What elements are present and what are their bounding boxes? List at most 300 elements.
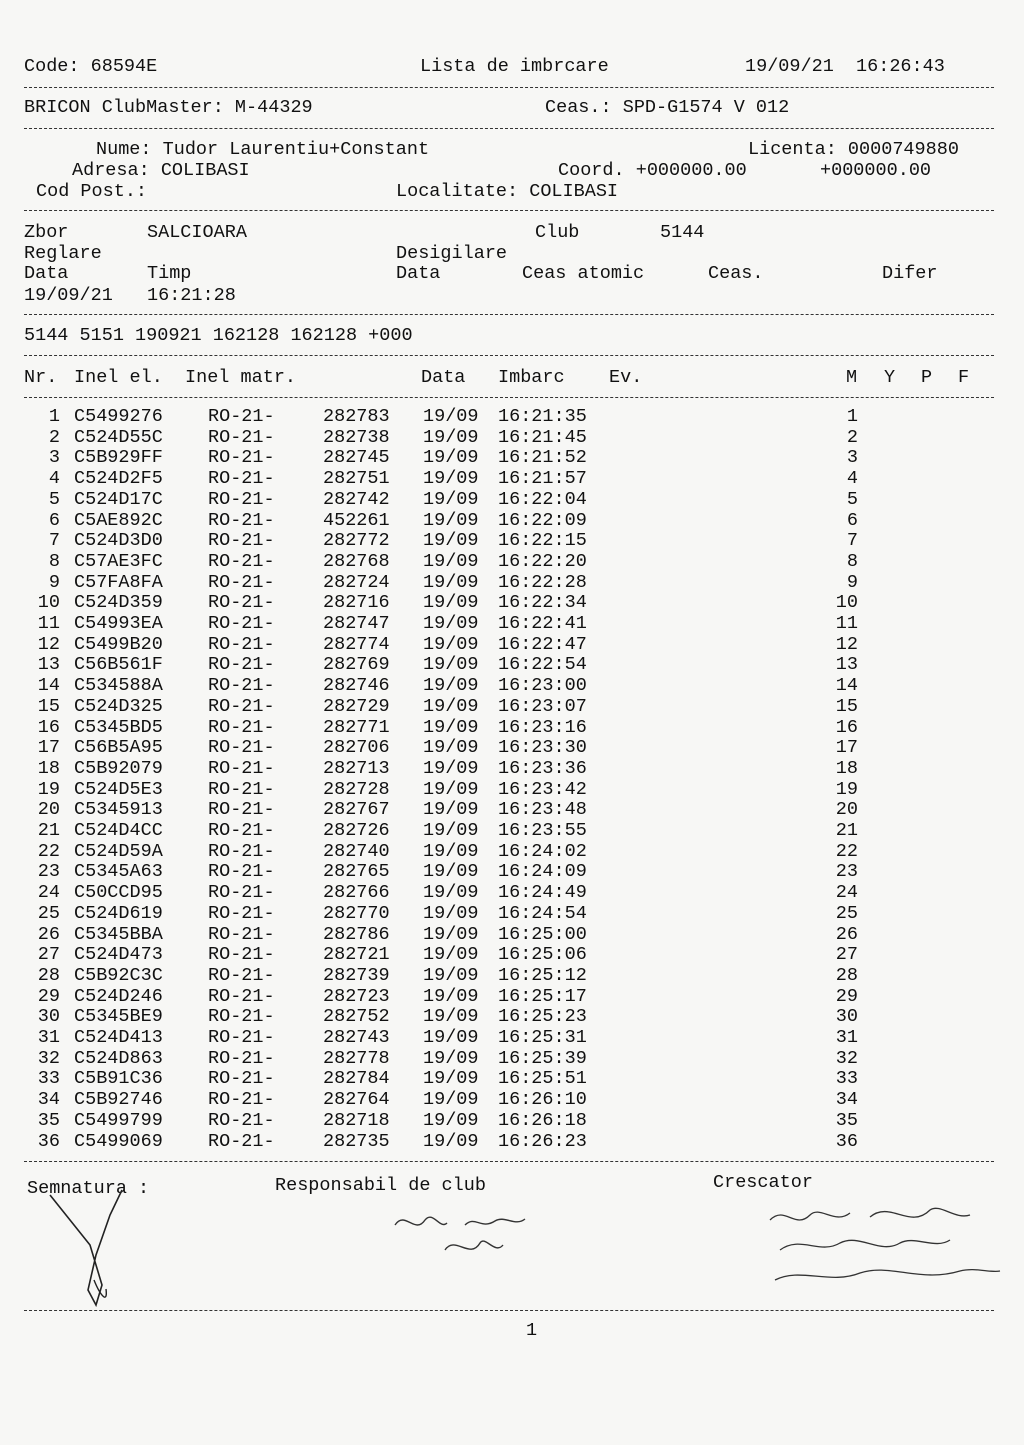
cell-ring-prefix: RO-21- <box>208 406 275 427</box>
cell-ring-number: 282772 <box>323 530 390 552</box>
cell-ring-number: 282765 <box>323 861 390 883</box>
cell-ring-number: 282738 <box>323 426 390 448</box>
cell-nr: 23 <box>37 861 60 883</box>
cell-m: 11 <box>835 613 858 634</box>
cell-m: 36 <box>835 1130 858 1152</box>
cell-electronic-ring: C524D55C <box>74 426 163 448</box>
cell-electronic-ring: C5345A63 <box>74 861 163 883</box>
owner-coord-1: Coord. +000000.00 <box>558 160 747 181</box>
data-label: Data <box>24 263 69 284</box>
cell-nr: 18 <box>37 757 60 779</box>
cell-ring-prefix: RO-21- <box>208 778 275 800</box>
cell-electronic-ring: C524D59A <box>74 840 163 862</box>
cell-ring-prefix: RO-21- <box>208 840 275 862</box>
cell-date: 19/09 <box>423 592 479 614</box>
cell-ring-number: 282751 <box>323 468 390 490</box>
cell-electronic-ring: C5B92746 <box>74 1089 163 1111</box>
cell-basketing-time: 16:24:09 <box>498 861 587 883</box>
cell-nr: 28 <box>37 964 60 986</box>
cell-basketing-time: 16:21:52 <box>498 447 587 469</box>
separator <box>24 87 994 88</box>
cell-electronic-ring: C524D5E3 <box>74 778 163 800</box>
cell-ring-number: 282728 <box>323 778 390 800</box>
cell-ring-prefix: RO-21- <box>208 1130 275 1152</box>
cell-ring-number: 282784 <box>323 1068 390 1090</box>
cell-m: 28 <box>835 964 858 986</box>
cell-basketing-time: 16:25:39 <box>498 1047 587 1069</box>
difference-label: Difer <box>882 263 938 284</box>
cell-m: 22 <box>835 840 858 862</box>
cell-electronic-ring: C524D3D0 <box>74 530 163 552</box>
cell-electronic-ring: C5345BE9 <box>74 1006 163 1028</box>
club-responsible-label: Responsabil de club <box>275 1175 486 1196</box>
cell-m: 1 <box>846 406 858 427</box>
cell-basketing-time: 16:22:34 <box>498 592 587 614</box>
cell-basketing-time: 16:23:55 <box>498 820 587 841</box>
separator <box>24 1161 994 1162</box>
cell-date: 19/09 <box>423 1089 479 1111</box>
cell-ring-number: 282724 <box>323 571 390 593</box>
owner-postal-code: Cod Post.: <box>36 181 148 202</box>
cell-basketing-time: 16:23:42 <box>498 778 587 800</box>
cell-basketing-time: 16:25:51 <box>498 1068 587 1090</box>
cell-ring-number: 282743 <box>323 1027 390 1048</box>
cell-nr: 32 <box>37 1047 60 1069</box>
cell-date: 19/09 <box>423 695 479 717</box>
cell-date: 19/09 <box>423 447 479 469</box>
cell-m: 14 <box>835 675 858 697</box>
cell-electronic-ring: C5499799 <box>74 1109 163 1131</box>
cell-nr: 8 <box>48 550 60 572</box>
cell-date: 19/09 <box>423 757 479 779</box>
cell-ring-prefix: RO-21- <box>208 447 275 469</box>
cell-date: 19/09 <box>423 571 479 593</box>
cell-ring-number: 282778 <box>323 1047 390 1069</box>
cell-basketing-time: 16:24:02 <box>498 840 587 862</box>
cell-ring-prefix: RO-21- <box>208 985 275 1007</box>
cell-nr: 2 <box>48 426 60 448</box>
signature-club-responsible <box>385 1205 555 1275</box>
cell-ring-number: 282752 <box>323 1006 390 1028</box>
signature-label: Semnatura : <box>27 1178 150 1199</box>
cell-ring-prefix: RO-21- <box>208 820 275 841</box>
cell-nr: 31 <box>37 1027 60 1048</box>
clock-label: Ceas. <box>708 263 764 284</box>
cell-date: 19/09 <box>423 654 479 676</box>
cell-electronic-ring: C5B929FF <box>74 447 163 469</box>
cell-nr: 30 <box>37 1006 60 1028</box>
flight-name: SALCIOARA <box>147 222 247 243</box>
cell-basketing-time: 16:22:54 <box>498 654 587 676</box>
cell-basketing-time: 16:24:54 <box>498 902 587 924</box>
cell-ring-number: 282747 <box>323 613 390 634</box>
cell-date: 19/09 <box>423 406 479 427</box>
separator <box>24 314 994 315</box>
cell-basketing-time: 16:22:15 <box>498 530 587 552</box>
col-header-m: M <box>846 367 858 388</box>
separator <box>24 210 994 211</box>
cell-basketing-time: 16:24:49 <box>498 882 587 904</box>
cell-m: 16 <box>835 716 858 738</box>
cell-ring-number: 452261 <box>323 509 390 531</box>
owner-license: Licenta: 0000749880 <box>748 139 959 160</box>
clock-id: Ceas.: SPD-G1574 V 012 <box>545 97 790 118</box>
cell-ring-prefix: RO-21- <box>208 488 275 510</box>
cell-basketing-time: 16:22:28 <box>498 571 587 593</box>
cell-m: 33 <box>835 1068 858 1090</box>
cell-ring-number: 282735 <box>323 1130 390 1152</box>
cell-date: 19/09 <box>423 861 479 883</box>
cell-ring-number: 282767 <box>323 799 390 821</box>
cell-electronic-ring: C56B561F <box>74 654 163 676</box>
cell-basketing-time: 16:22:04 <box>498 488 587 510</box>
cell-nr: 22 <box>37 840 60 862</box>
cell-date: 19/09 <box>423 882 479 904</box>
cell-basketing-time: 16:23:07 <box>498 695 587 717</box>
cell-ring-prefix: RO-21- <box>208 1109 275 1131</box>
cell-date: 19/09 <box>423 944 479 966</box>
cell-nr: 24 <box>37 882 60 904</box>
cell-nr: 1 <box>48 406 60 427</box>
cell-ring-number: 282783 <box>323 406 390 427</box>
cell-date: 19/09 <box>423 1006 479 1028</box>
cell-ring-number: 282713 <box>323 757 390 779</box>
cell-date: 19/09 <box>423 675 479 697</box>
clubmaster-id: BRICON ClubMaster: M-44329 <box>24 97 313 118</box>
cell-m: 26 <box>835 923 858 945</box>
cell-basketing-time: 16:25:23 <box>498 1006 587 1028</box>
cell-ring-prefix: RO-21- <box>208 1068 275 1090</box>
cell-ring-number: 282740 <box>323 840 390 862</box>
cell-ring-number: 282706 <box>323 737 390 759</box>
cell-basketing-time: 16:25:00 <box>498 923 587 945</box>
cell-ring-number: 282745 <box>323 447 390 469</box>
breeder-label: Crescator <box>713 1172 813 1193</box>
cell-ring-prefix: RO-21- <box>208 468 275 490</box>
cell-basketing-time: 16:25:06 <box>498 944 587 966</box>
cell-electronic-ring: C5B91C36 <box>74 1068 163 1090</box>
col-header-y: Y <box>884 367 896 388</box>
cell-date: 19/09 <box>423 488 479 510</box>
cell-date: 19/09 <box>423 633 479 655</box>
cell-electronic-ring: C57FA8FA <box>74 571 163 593</box>
cell-basketing-time: 16:22:09 <box>498 509 587 531</box>
cell-nr: 34 <box>37 1089 60 1111</box>
cell-ring-number: 282723 <box>323 985 390 1007</box>
cell-m: 13 <box>835 654 858 676</box>
document-code: Code: 68594E <box>24 56 158 77</box>
owner-name: Nume: Tudor Laurentiu+Constant <box>96 139 430 160</box>
cell-m: 10 <box>835 592 858 614</box>
cell-electronic-ring: C534588A <box>74 675 163 697</box>
cell-m: 24 <box>835 882 858 904</box>
cell-electronic-ring: C524D473 <box>74 944 163 966</box>
data-label-2: Data <box>396 263 441 284</box>
cell-nr: 14 <box>37 675 60 697</box>
cell-electronic-ring: C524D246 <box>74 985 163 1007</box>
col-header-inel-matr: Inel matr. <box>185 367 297 388</box>
cell-date: 19/09 <box>423 509 479 531</box>
cell-ring-number: 282739 <box>323 964 390 986</box>
cell-m: 21 <box>835 820 858 841</box>
cell-basketing-time: 16:21:35 <box>498 406 587 427</box>
cell-nr: 12 <box>37 633 60 655</box>
cell-m: 8 <box>846 550 858 572</box>
cell-date: 19/09 <box>423 716 479 738</box>
owner-locality: Localitate: COLIBASI <box>396 181 619 202</box>
cell-ring-prefix: RO-21- <box>208 426 275 448</box>
cell-nr: 10 <box>37 592 60 614</box>
atomic-clock-label: Ceas atomic <box>522 263 645 284</box>
cell-ring-prefix: RO-21- <box>208 530 275 552</box>
cell-basketing-time: 16:23:36 <box>498 757 587 779</box>
cell-nr: 29 <box>37 985 60 1007</box>
cell-nr: 19 <box>37 778 60 800</box>
cell-basketing-time: 16:22:20 <box>498 550 587 572</box>
cell-electronic-ring: C5AE892C <box>74 509 163 531</box>
col-header-p: P <box>921 367 933 388</box>
cell-ring-number: 282786 <box>323 923 390 945</box>
cell-date: 19/09 <box>423 923 479 945</box>
cell-date: 19/09 <box>423 902 479 924</box>
cell-electronic-ring: C5499276 <box>74 406 163 427</box>
cell-ring-number: 282726 <box>323 820 390 841</box>
cell-ring-number: 282768 <box>323 550 390 572</box>
cell-nr: 4 <box>48 468 60 490</box>
cell-electronic-ring: C524D619 <box>74 902 163 924</box>
separator <box>24 397 994 398</box>
cell-m: 34 <box>835 1089 858 1111</box>
cell-m: 6 <box>846 509 858 531</box>
cell-ring-number: 282774 <box>323 633 390 655</box>
cell-electronic-ring: C524D4CC <box>74 820 163 841</box>
set-date: 19/09/21 <box>24 285 113 306</box>
cell-m: 25 <box>835 902 858 924</box>
document-datetime: 19/09/21 16:26:43 <box>745 56 945 77</box>
cell-basketing-time: 16:21:45 <box>498 426 587 448</box>
owner-address: Adresa: COLIBASI <box>72 160 250 181</box>
cell-nr: 35 <box>37 1109 60 1131</box>
cell-ring-prefix: RO-21- <box>208 902 275 924</box>
cell-nr: 20 <box>37 799 60 821</box>
cell-ring-prefix: RO-21- <box>208 654 275 676</box>
cell-basketing-time: 16:22:41 <box>498 613 587 634</box>
cell-m: 3 <box>846 447 858 469</box>
cell-electronic-ring: C524D413 <box>74 1027 163 1048</box>
cell-m: 23 <box>835 861 858 883</box>
cell-m: 4 <box>846 468 858 490</box>
cell-date: 19/09 <box>423 1027 479 1048</box>
cell-basketing-time: 16:26:10 <box>498 1089 587 1111</box>
cell-electronic-ring: C524D359 <box>74 592 163 614</box>
cell-ring-prefix: RO-21- <box>208 592 275 614</box>
cell-date: 19/09 <box>423 1130 479 1152</box>
cell-nr: 7 <box>48 530 60 552</box>
cell-date: 19/09 <box>423 1068 479 1090</box>
cell-ring-prefix: RO-21- <box>208 944 275 966</box>
cell-ring-prefix: RO-21- <box>208 675 275 697</box>
cell-nr: 36 <box>37 1130 60 1152</box>
cell-electronic-ring: C5B92079 <box>74 757 163 779</box>
cell-electronic-ring: C5345BD5 <box>74 716 163 738</box>
cell-basketing-time: 16:25:12 <box>498 964 587 986</box>
cell-electronic-ring: C524D17C <box>74 488 163 510</box>
cell-ring-prefix: RO-21- <box>208 571 275 593</box>
cell-date: 19/09 <box>423 613 479 634</box>
cell-electronic-ring: C57AE3FC <box>74 550 163 572</box>
cell-date: 19/09 <box>423 530 479 552</box>
cell-ring-prefix: RO-21- <box>208 695 275 717</box>
cell-date: 19/09 <box>423 737 479 759</box>
cell-ring-prefix: RO-21- <box>208 1006 275 1028</box>
cell-ring-number: 282716 <box>323 592 390 614</box>
cell-ring-number: 282770 <box>323 902 390 924</box>
col-header-nr: Nr. <box>24 367 58 388</box>
cell-ring-prefix: RO-21- <box>208 1047 275 1069</box>
desigilare-label: Desigilare <box>396 243 508 264</box>
flight-label: Zbor <box>24 222 69 243</box>
set-time: 16:21:28 <box>147 285 236 306</box>
cell-m: 31 <box>835 1027 858 1048</box>
cell-m: 9 <box>846 571 858 593</box>
cell-nr: 11 <box>37 613 60 634</box>
clock-check-line: 5144 5151 190921 162128 162128 +000 <box>24 325 413 346</box>
cell-ring-prefix: RO-21- <box>208 964 275 986</box>
separator <box>24 128 994 129</box>
col-header-imbarc: Imbarc <box>498 367 565 388</box>
cell-nr: 5 <box>48 488 60 510</box>
cell-nr: 17 <box>37 737 60 759</box>
cell-m: 30 <box>835 1006 858 1028</box>
cell-ring-number: 282769 <box>323 654 390 676</box>
cell-nr: 6 <box>48 509 60 531</box>
cell-ring-number: 282764 <box>323 1089 390 1111</box>
cell-nr: 13 <box>37 654 60 676</box>
cell-ring-prefix: RO-21- <box>208 923 275 945</box>
cell-date: 19/09 <box>423 550 479 572</box>
cell-ring-prefix: RO-21- <box>208 799 275 821</box>
reglare-label: Reglare <box>24 243 102 264</box>
cell-m: 32 <box>835 1047 858 1069</box>
cell-electronic-ring: C50CCD95 <box>74 882 163 904</box>
cell-m: 15 <box>835 695 858 717</box>
separator <box>24 355 994 356</box>
cell-date: 19/09 <box>423 840 479 862</box>
timp-label: Timp <box>147 263 192 284</box>
col-header-data: Data <box>421 367 466 388</box>
cell-electronic-ring: C5499B20 <box>74 633 163 655</box>
cell-ring-number: 282746 <box>323 675 390 697</box>
cell-ring-number: 282742 <box>323 488 390 510</box>
separator <box>24 1310 994 1311</box>
cell-ring-prefix: RO-21- <box>208 509 275 531</box>
cell-m: 20 <box>835 799 858 821</box>
cell-electronic-ring: C5499069 <box>74 1130 163 1152</box>
signature-left-scribble <box>30 1185 150 1325</box>
cell-basketing-time: 16:23:48 <box>498 799 587 821</box>
cell-ring-number: 282729 <box>323 695 390 717</box>
cell-ring-number: 282721 <box>323 944 390 966</box>
cell-nr: 15 <box>37 695 60 717</box>
cell-ring-prefix: RO-21- <box>208 633 275 655</box>
cell-basketing-time: 16:25:17 <box>498 985 587 1007</box>
cell-ring-prefix: RO-21- <box>208 1089 275 1111</box>
cell-ring-number: 282718 <box>323 1109 390 1131</box>
cell-ring-prefix: RO-21- <box>208 737 275 759</box>
cell-basketing-time: 16:25:31 <box>498 1027 587 1048</box>
cell-ring-prefix: RO-21- <box>208 716 275 738</box>
cell-m: 35 <box>835 1109 858 1131</box>
cell-nr: 9 <box>48 571 60 593</box>
cell-basketing-time: 16:23:30 <box>498 737 587 759</box>
cell-ring-prefix: RO-21- <box>208 861 275 883</box>
cell-m: 7 <box>846 530 858 552</box>
cell-basketing-time: 16:22:47 <box>498 633 587 655</box>
cell-m: 27 <box>835 944 858 966</box>
cell-m: 19 <box>835 778 858 800</box>
cell-m: 2 <box>846 426 858 448</box>
cell-date: 19/09 <box>423 799 479 821</box>
cell-date: 19/09 <box>423 778 479 800</box>
cell-ring-prefix: RO-21- <box>208 613 275 634</box>
cell-m: 18 <box>835 757 858 779</box>
cell-ring-number: 282771 <box>323 716 390 738</box>
signature-breeder <box>760 1195 1005 1295</box>
cell-nr: 21 <box>37 820 60 841</box>
page-number: 1 <box>526 1320 538 1341</box>
cell-electronic-ring: C5345BBA <box>74 923 163 945</box>
cell-ring-number: 282766 <box>323 882 390 904</box>
cell-electronic-ring: C5345913 <box>74 799 163 821</box>
col-header-ev: Ev. <box>609 367 643 388</box>
cell-basketing-time: 16:26:23 <box>498 1130 587 1152</box>
club-number: 5144 <box>660 222 705 243</box>
cell-m: 5 <box>846 488 858 510</box>
cell-date: 19/09 <box>423 985 479 1007</box>
col-header-inel-el: Inel el. <box>74 367 163 388</box>
cell-nr: 26 <box>37 923 60 945</box>
cell-nr: 27 <box>37 944 60 966</box>
cell-ring-prefix: RO-21- <box>208 1027 275 1048</box>
cell-m: 17 <box>835 737 858 759</box>
cell-date: 19/09 <box>423 426 479 448</box>
cell-ring-prefix: RO-21- <box>208 757 275 779</box>
cell-electronic-ring: C5B92C3C <box>74 964 163 986</box>
cell-electronic-ring: C56B5A95 <box>74 737 163 759</box>
cell-ring-prefix: RO-21- <box>208 882 275 904</box>
cell-basketing-time: 16:21:57 <box>498 468 587 490</box>
col-header-f: F <box>958 367 970 388</box>
cell-date: 19/09 <box>423 1109 479 1131</box>
cell-date: 19/09 <box>423 468 479 490</box>
club-label: Club <box>535 222 580 243</box>
cell-electronic-ring: C524D2F5 <box>74 468 163 490</box>
cell-basketing-time: 16:23:00 <box>498 675 587 697</box>
cell-date: 19/09 <box>423 1047 479 1069</box>
cell-ring-prefix: RO-21- <box>208 550 275 572</box>
cell-electronic-ring: C524D325 <box>74 695 163 717</box>
cell-electronic-ring: C524D863 <box>74 1047 163 1069</box>
cell-m: 12 <box>835 633 858 655</box>
cell-date: 19/09 <box>423 964 479 986</box>
cell-nr: 25 <box>37 902 60 924</box>
cell-basketing-time: 16:26:18 <box>498 1109 587 1131</box>
document-title: Lista de imbrcare <box>420 56 609 77</box>
cell-nr: 16 <box>37 716 60 738</box>
cell-date: 19/09 <box>423 820 479 841</box>
cell-nr: 33 <box>37 1068 60 1090</box>
cell-nr: 3 <box>48 447 60 469</box>
